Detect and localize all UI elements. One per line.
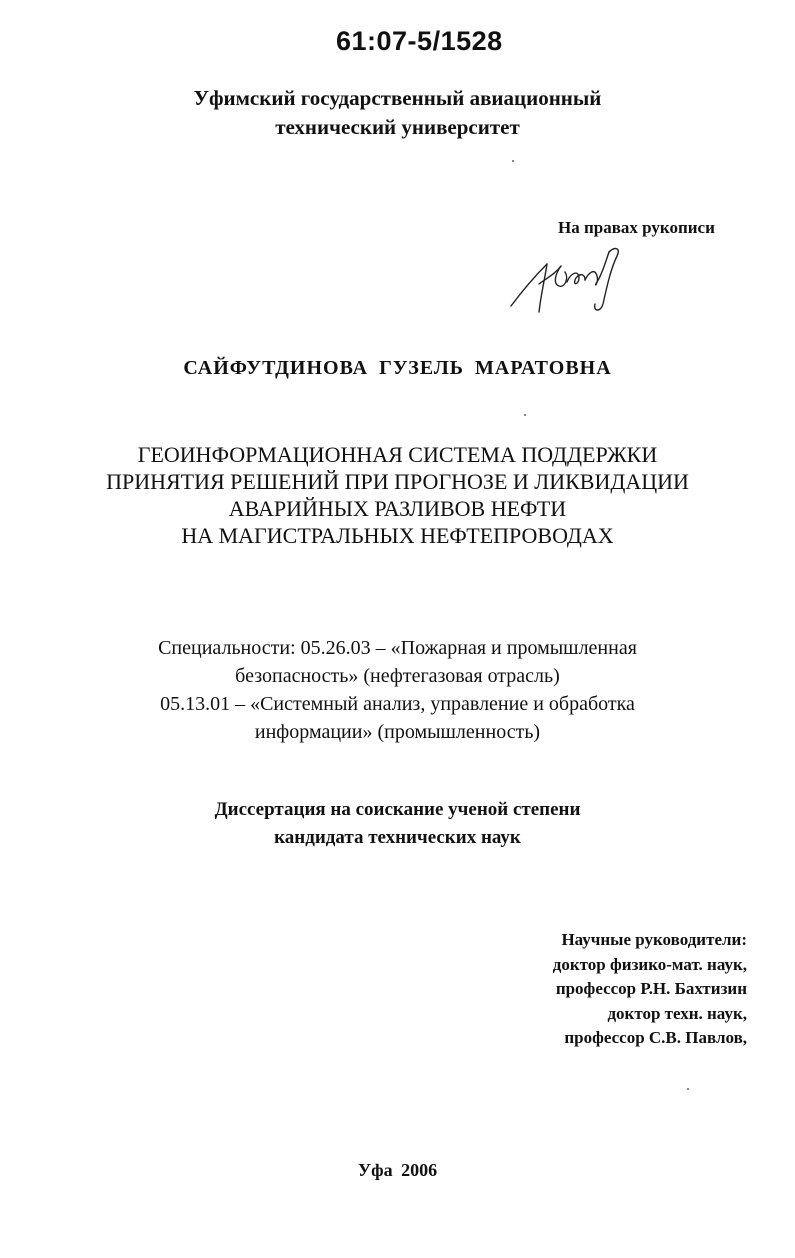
university-name — [0, 84, 795, 142]
author-name: САЙФУТДИНОВА ГУЗЕЛЬ МАРАТОВНА — [183, 357, 612, 379]
scan-speck — [512, 160, 514, 162]
dissertation-title — [0, 441, 795, 549]
scan-speck — [524, 414, 526, 416]
specialty-line: 05.13.01 – «Системный анализ, управление и обработка — [160, 693, 635, 715]
supervisor-line: профессор С.В. Павлов, — [564, 1028, 747, 1047]
supervisors-heading: Научные руководители: — [561, 930, 747, 949]
city-year: Уфа 2006 — [357, 1160, 438, 1180]
title-line: АВАРИЙНЫХ РАЗЛИВОВ НЕФТИ — [228, 496, 567, 521]
title-line: ГЕОИНФОРМАЦИОННАЯ СИСТЕМА ПОДДЕРЖКИ — [137, 442, 658, 467]
specialties — [0, 634, 795, 746]
university-line: Уфимский государственный авиационный — [193, 86, 602, 110]
supervisor-line: профессор Р.Н. Бахтизин — [555, 979, 747, 998]
specialty-line: Специальности: 05.26.03 – «Пожарная и промышленная — [158, 637, 637, 659]
catalog-number: 61:07-5/1528 — [336, 26, 503, 56]
title-line: НА МАГИСТРАЛЬНЫХ НЕФТЕПРОВОДАХ — [181, 523, 614, 548]
degree-statement — [0, 796, 795, 852]
supervisors-block — [553, 928, 747, 1051]
degree-line: кандидата технических наук — [274, 827, 521, 848]
manuscript-rights-note: На правах рукописи — [558, 218, 715, 237]
specialty-line: безопасность» (нефтегазовая отрасль) — [235, 665, 560, 687]
title-line: ПРИНЯТИЯ РЕШЕНИЙ ПРИ ПРОГНОЗЕ И ЛИКВИДАЦИИ — [106, 469, 689, 494]
supervisor-line: доктор физико-мат. наук, — [552, 954, 747, 974]
specialty-line: информации» (промышленность) — [254, 721, 541, 743]
university-line: технический университет — [275, 115, 520, 139]
degree-line: Диссертация на соискание ученой степени — [214, 799, 581, 820]
handwritten-signature — [505, 238, 625, 318]
supervisor-line: доктор техн. наук, — [607, 1003, 747, 1023]
scan-speck — [687, 1088, 689, 1090]
